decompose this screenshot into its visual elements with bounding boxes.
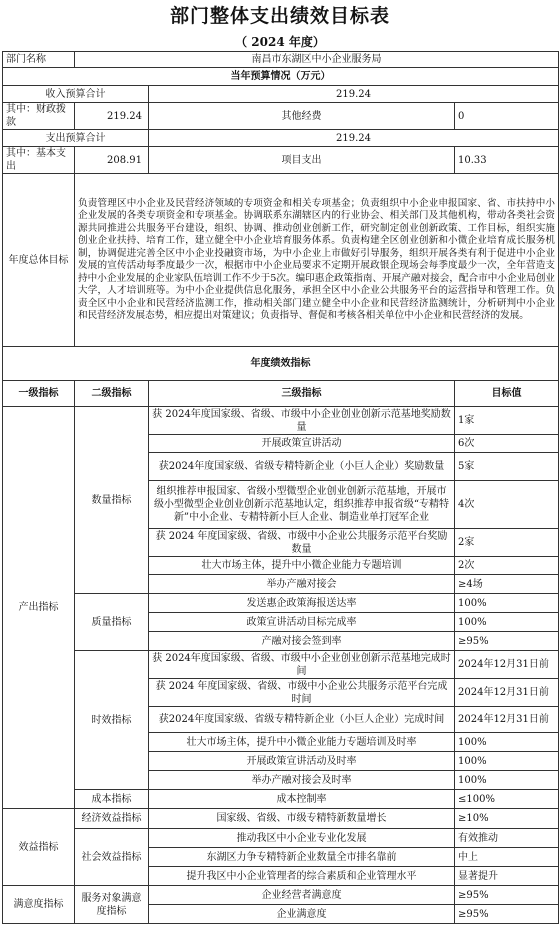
target-cell: 2024年12月31日前: [455, 679, 559, 707]
col-header-level3: 三级指标: [149, 381, 455, 407]
level1-satisfaction: 满意度指标: [3, 886, 75, 924]
project-value: 10.33: [455, 147, 559, 174]
other-value: 0: [455, 103, 559, 130]
level3-cell: 开展政策宣讲活动及时率: [149, 752, 455, 771]
page-title: 部门整体支出绩效目标表: [169, 5, 390, 27]
target-cell: 有效推动: [455, 829, 559, 848]
fiscal-value: 219.24: [75, 103, 149, 130]
level3-cell: 国家级、省级、市级专精特新数量增长: [149, 809, 455, 829]
level1-output: 产出指标: [3, 407, 75, 809]
level3-cell: 组织推荐申报国家、省级小型微型企业创业创新示范基地，开展市级小型微型企业创业创新示范基地认定，组织推荐申报省级“专精特新”中小企业、专精特新小巨人企业、制造业单打冠军企业: [149, 481, 455, 529]
level1-benefit: 效益指标: [3, 809, 75, 886]
level3-cell: 壮大市场主体，提升中小微企业能力专题培训: [149, 557, 455, 575]
target-cell: ≤100%: [455, 790, 559, 809]
level3-cell: 举办产融对接会: [149, 575, 455, 594]
level3-cell: 举办产融对接会及时率: [149, 771, 455, 790]
income-total-label: 收入预算合计: [3, 86, 149, 103]
expense-total-value: 219.24: [149, 130, 559, 147]
target-cell: 5家: [455, 453, 559, 481]
level3-cell: 获2024年度国家级、省级专精特新企业（小巨人企业）奖励数量: [149, 453, 455, 481]
performance-table: [2, 51, 559, 924]
target-cell: 100%: [455, 752, 559, 771]
other-label: 其他经费: [149, 103, 455, 130]
level3-cell: 发送惠企政策海报送达率: [149, 594, 455, 613]
target-cell: 2024年12月31日前: [455, 707, 559, 733]
level2-economic: 经济效益指标: [75, 809, 149, 829]
level3-cell: 政策宣讲活动目标完成率: [149, 613, 455, 632]
target-cell: 100%: [455, 771, 559, 790]
year-label: （ 2024 年度）: [235, 35, 325, 49]
target-cell: 100%: [455, 733, 559, 752]
col-header-level2: 二级指标: [75, 381, 149, 407]
fiscal-label: 其中：财政拨款: [3, 103, 75, 130]
level3-cell: 企业经营者满意度: [149, 886, 455, 905]
dept-label: 部门名称: [3, 52, 75, 68]
level3-cell: 东湖区力争专精特新企业数量全市排名靠前: [149, 848, 455, 867]
dept-name: 南昌市东湖区中小企业服务局: [75, 52, 559, 68]
level3-cell: 成本控制率: [149, 790, 455, 809]
expense-total-label: 支出预算合计: [3, 130, 149, 147]
level3-cell: 产融对接会签到率: [149, 632, 455, 651]
perf-header: 年度绩效指标: [3, 347, 559, 381]
level2-service: 服务对象满意度指标: [75, 886, 149, 924]
level2-timeliness: 时效指标: [75, 651, 149, 790]
target-cell: 2次: [455, 557, 559, 575]
target-cell: 6次: [455, 435, 559, 453]
level3-cell: 获 2024 年度国家级、省级、市级中小企业公共服务示范平台完成时间: [149, 679, 455, 707]
income-total-value: 219.24: [149, 86, 559, 103]
annual-goal-label: 年度总体目标: [3, 174, 75, 347]
level3-cell: 获2024年度国家级、省级专精特新企业（小巨人企业）完成时间: [149, 707, 455, 733]
target-cell: ≥10%: [455, 809, 559, 829]
basic-label: 其中：基本支出: [3, 147, 75, 174]
target-cell: 2024年12月31日前: [455, 651, 559, 679]
target-cell: 显著提升: [455, 867, 559, 886]
target-cell: 4次: [455, 481, 559, 529]
level2-quantity: 数量指标: [75, 407, 149, 594]
level3-cell: 获 2024年度国家级、省级、市级中小企业创业创新示范基地奖励数量: [149, 407, 455, 435]
col-header-level1: 一级指标: [3, 381, 75, 407]
target-cell: ≥95%: [455, 886, 559, 905]
project-label: 项目支出: [149, 147, 455, 174]
level3-cell: 开展政策宣讲活动: [149, 435, 455, 453]
target-cell: ≥95%: [455, 905, 559, 924]
level3-cell: 获 2024 年度国家级、省级、市级中小企业公共服务示范平台奖励数量: [149, 529, 455, 557]
target-cell: ≥4场: [455, 575, 559, 594]
level3-cell: 企业满意度: [149, 905, 455, 924]
level2-social: 社会效益指标: [75, 829, 149, 886]
target-cell: ≥95%: [455, 632, 559, 651]
level2-quality: 质量指标: [75, 594, 149, 651]
annual-goal-text: 负责管理区中小企业及民营经济领域的专项资金和相关专项基金；负责组织中小企业申报国家、省、市扶持中小企业发展的各类专项资金和专项基金。协调联系东湖辖区内的行业协会、相关部门及其他机构，带动各类社会资源共同推进公共服务平台建设，组织、协调、推动创业创新工作，研究制定创业创新政策、工作目标，组织实施创业企业扶持、培育工作，建立健全中小企业培育服务体系。负责构建全区创业创新和小微企业培育成长服务机制，协调促进完善全区中小企业投融资市场，为中小企业上市做好引导服务，组织开展各类有利于促进中小企业发展的宣传活动每季度最少一次，根据市中小企业局要求不定期开展政银企现场会每季度最少一次，全年营造支持中小企业发展的企业家队伍培训工作不少于5次。编印惠企政策指南、开展产融对接会，配合市中小企业局创业大学，人才培训班等。为中小企业提供信息化服务，承担全区中小企业公共服务平台的运营指导和管理工作。负责全区中小企业和民营经济监测工作，推动相关部门建立健全中小企业和民营经济监测统计，分析研判中小企业和民营经济发展态势，相应提出对策建议；负责指导、督促和考核各相关单位中小企业和民营经济的发展。: [75, 174, 559, 347]
target-cell: 1家: [455, 407, 559, 435]
level2-cost: 成本指标: [75, 790, 149, 809]
target-cell: 100%: [455, 594, 559, 613]
budget-header: 当年预算情况（万元）: [3, 68, 559, 86]
level3-cell: 壮大市场主体，提升中小微企业能力专题培训及时率: [149, 733, 455, 752]
target-cell: 100%: [455, 613, 559, 632]
level3-cell: 获 2024年度国家级、省级、市级中小企业创业创新示范基地完成时间: [149, 651, 455, 679]
level3-cell: 提升我区中小企业管理者的综合素质和企业管理水平: [149, 867, 455, 886]
target-cell: 中上: [455, 848, 559, 867]
col-header-target: 目标值: [455, 381, 559, 407]
level3-cell: 推动我区中小企业专业化发展: [149, 829, 455, 848]
target-cell: 2家: [455, 529, 559, 557]
basic-value: 208.91: [75, 147, 149, 174]
